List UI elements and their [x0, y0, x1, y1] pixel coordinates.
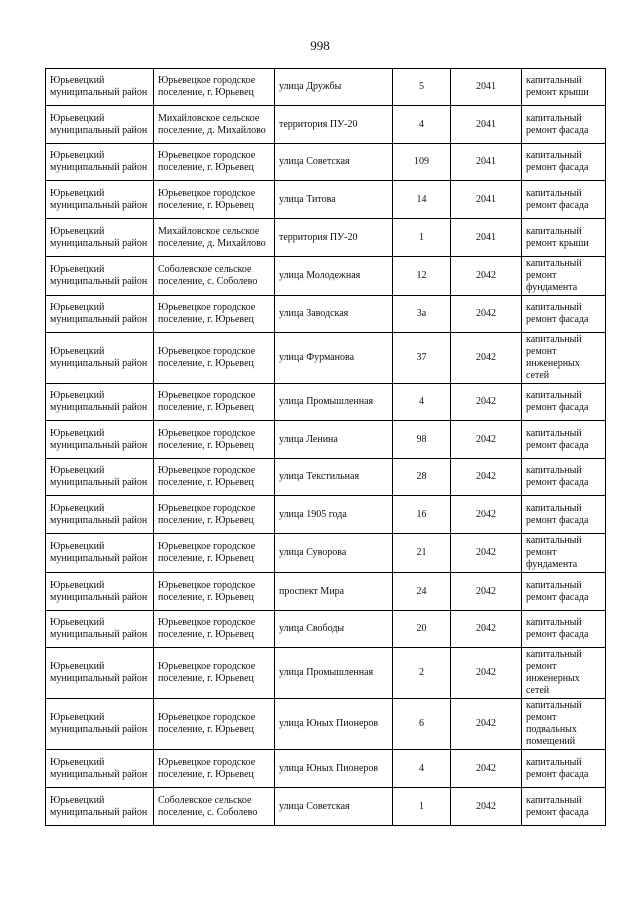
cell-district: Юрьевецкий муниципальный район	[46, 648, 154, 699]
cell-district: Юрьевецкий муниципальный район	[46, 106, 154, 144]
cell-settlement: Юрьевецкое городское поселение, г. Юрьевец	[154, 611, 275, 648]
table-row	[46, 611, 606, 648]
cell-house: 6	[393, 699, 451, 750]
cell-house: 2	[393, 648, 451, 699]
table-row	[46, 573, 606, 611]
cell-settlement: Юрьевецкое городское поселение, г. Юрьевец	[154, 750, 275, 788]
cell-district: Юрьевецкий муниципальный район	[46, 496, 154, 534]
cell-settlement: Юрьевецкое городское поселение, г. Юрьевец	[154, 496, 275, 534]
page-number: 998	[310, 38, 330, 53]
cell-work: капитальный ремонт крыши	[522, 69, 606, 106]
cell-year: 2042	[451, 333, 522, 384]
cell-house: 4	[393, 106, 451, 144]
cell-settlement: Соболевское сельское поселение, с. Соболево	[154, 257, 275, 296]
cell-year: 2042	[451, 648, 522, 699]
cell-work: капитальный ремонт фасада	[522, 181, 606, 219]
cell-district: Юрьевецкий муниципальный район	[46, 534, 154, 573]
cell-street: улица Суворова	[275, 534, 393, 573]
cell-street: улица Текстильная	[275, 459, 393, 496]
cell-district: Юрьевецкий муниципальный район	[46, 421, 154, 459]
cell-work: капитальный ремонт инженерных сетей	[522, 333, 606, 384]
cell-house: 16	[393, 496, 451, 534]
cell-year: 2041	[451, 181, 522, 219]
cell-settlement: Юрьевецкое городское поселение, г. Юрьевец	[154, 421, 275, 459]
cell-street: улица Фурманова	[275, 333, 393, 384]
cell-district: Юрьевецкий муниципальный район	[46, 257, 154, 296]
cell-work: капитальный ремонт фасада	[522, 384, 606, 421]
cell-year: 2042	[451, 573, 522, 611]
cell-street: территория ПУ-20	[275, 106, 393, 144]
cell-street: улица Заводская	[275, 296, 393, 333]
cell-district: Юрьевецкий муниципальный район	[46, 788, 154, 826]
cell-house: 4	[393, 384, 451, 421]
cell-district: Юрьевецкий муниципальный район	[46, 699, 154, 750]
cell-year: 2042	[451, 750, 522, 788]
table-row	[46, 181, 606, 219]
cell-settlement: Юрьевецкое городское поселение, г. Юрьевец	[154, 296, 275, 333]
cell-settlement: Юрьевецкое городское поселение, г. Юрьевец	[154, 459, 275, 496]
table-row	[46, 257, 606, 296]
cell-house: 1	[393, 788, 451, 826]
cell-work: капитальный ремонт инженерных сетей	[522, 648, 606, 699]
cell-year: 2042	[451, 384, 522, 421]
cell-year: 2042	[451, 257, 522, 296]
table-body	[46, 69, 606, 826]
cell-year: 2042	[451, 496, 522, 534]
table-row	[46, 296, 606, 333]
cell-district: Юрьевецкий муниципальный район	[46, 181, 154, 219]
cell-house: 28	[393, 459, 451, 496]
table-row	[46, 106, 606, 144]
cell-work: капитальный ремонт фасада	[522, 611, 606, 648]
cell-street: улица Ленина	[275, 421, 393, 459]
table-row	[46, 333, 606, 384]
cell-street: улица Советская	[275, 144, 393, 181]
cell-district: Юрьевецкий муниципальный район	[46, 333, 154, 384]
cell-year: 2042	[451, 296, 522, 333]
cell-work: капитальный ремонт крыши	[522, 219, 606, 257]
cell-street: улица Свободы	[275, 611, 393, 648]
table-row	[46, 699, 606, 750]
cell-house: 24	[393, 573, 451, 611]
table-row	[46, 534, 606, 573]
cell-district: Юрьевецкий муниципальный район	[46, 219, 154, 257]
cell-year: 2042	[451, 459, 522, 496]
cell-street: улица Советская	[275, 788, 393, 826]
cell-settlement: Юрьевецкое городское поселение, г. Юрьевец	[154, 699, 275, 750]
cell-settlement: Юрьевецкое городское поселение, г. Юрьевец	[154, 333, 275, 384]
cell-street: улица Юных Пионеров	[275, 699, 393, 750]
cell-work: капитальный ремонт подвальных помещений	[522, 699, 606, 750]
cell-work: капитальный ремонт фасада	[522, 144, 606, 181]
table-row	[46, 788, 606, 826]
cell-year: 2041	[451, 69, 522, 106]
repair-schedule-table	[45, 68, 606, 826]
cell-work: капитальный ремонт фундамента	[522, 534, 606, 573]
cell-work: капитальный ремонт фасада	[522, 421, 606, 459]
table-row	[46, 384, 606, 421]
cell-settlement: Соболевское сельское поселение, с. Соболево	[154, 788, 275, 826]
cell-house: 12	[393, 257, 451, 296]
cell-house: 109	[393, 144, 451, 181]
cell-work: капитальный ремонт фасада	[522, 459, 606, 496]
cell-street: проспект Мира	[275, 573, 393, 611]
cell-year: 2041	[451, 144, 522, 181]
cell-house: 3а	[393, 296, 451, 333]
cell-settlement: Михайловское сельское поселение, д. Михайлово	[154, 219, 275, 257]
cell-work: капитальный ремонт фасада	[522, 496, 606, 534]
cell-district: Юрьевецкий муниципальный район	[46, 296, 154, 333]
cell-house: 14	[393, 181, 451, 219]
cell-district: Юрьевецкий муниципальный район	[46, 750, 154, 788]
cell-district: Юрьевецкий муниципальный район	[46, 144, 154, 181]
table-row	[46, 496, 606, 534]
cell-year: 2042	[451, 534, 522, 573]
cell-settlement: Юрьевецкое городское поселение, г. Юрьевец	[154, 384, 275, 421]
cell-year: 2042	[451, 421, 522, 459]
table-row	[46, 144, 606, 181]
cell-work: капитальный ремонт фундамента	[522, 257, 606, 296]
cell-work: капитальный ремонт фасада	[522, 296, 606, 333]
cell-settlement: Михайловское сельское поселение, д. Михайлово	[154, 106, 275, 144]
cell-district: Юрьевецкий муниципальный район	[46, 384, 154, 421]
cell-settlement: Юрьевецкое городское поселение, г. Юрьевец	[154, 573, 275, 611]
cell-street: улица Дружбы	[275, 69, 393, 106]
cell-settlement: Юрьевецкое городское поселение, г. Юрьевец	[154, 69, 275, 106]
cell-street: территория ПУ-20	[275, 219, 393, 257]
cell-house: 37	[393, 333, 451, 384]
cell-district: Юрьевецкий муниципальный район	[46, 459, 154, 496]
cell-house: 1	[393, 219, 451, 257]
cell-work: капитальный ремонт фасада	[522, 573, 606, 611]
table-row	[46, 459, 606, 496]
cell-work: капитальный ремонт фасада	[522, 106, 606, 144]
cell-settlement: Юрьевецкое городское поселение, г. Юрьевец	[154, 534, 275, 573]
cell-district: Юрьевецкий муниципальный район	[46, 611, 154, 648]
cell-house: 98	[393, 421, 451, 459]
table-row	[46, 648, 606, 699]
cell-settlement: Юрьевецкое городское поселение, г. Юрьевец	[154, 181, 275, 219]
cell-work: капитальный ремонт фасада	[522, 788, 606, 826]
cell-street: улица Молодежная	[275, 257, 393, 296]
table-row	[46, 421, 606, 459]
cell-year: 2042	[451, 788, 522, 826]
cell-street: улица Юных Пионеров	[275, 750, 393, 788]
cell-house: 5	[393, 69, 451, 106]
cell-year: 2042	[451, 699, 522, 750]
table-row	[46, 219, 606, 257]
cell-street: улица Титова	[275, 181, 393, 219]
cell-house: 4	[393, 750, 451, 788]
cell-year: 2041	[451, 219, 522, 257]
cell-street: улица Промышленная	[275, 384, 393, 421]
cell-year: 2041	[451, 106, 522, 144]
cell-street: улица 1905 года	[275, 496, 393, 534]
cell-settlement: Юрьевецкое городское поселение, г. Юрьевец	[154, 144, 275, 181]
cell-work: капитальный ремонт фасада	[522, 750, 606, 788]
cell-settlement: Юрьевецкое городское поселение, г. Юрьевец	[154, 648, 275, 699]
cell-house: 21	[393, 534, 451, 573]
cell-house: 20	[393, 611, 451, 648]
cell-year: 2042	[451, 611, 522, 648]
table-row	[46, 69, 606, 106]
table-row	[46, 750, 606, 788]
cell-district: Юрьевецкий муниципальный район	[46, 69, 154, 106]
cell-district: Юрьевецкий муниципальный район	[46, 573, 154, 611]
cell-street: улица Промышленная	[275, 648, 393, 699]
